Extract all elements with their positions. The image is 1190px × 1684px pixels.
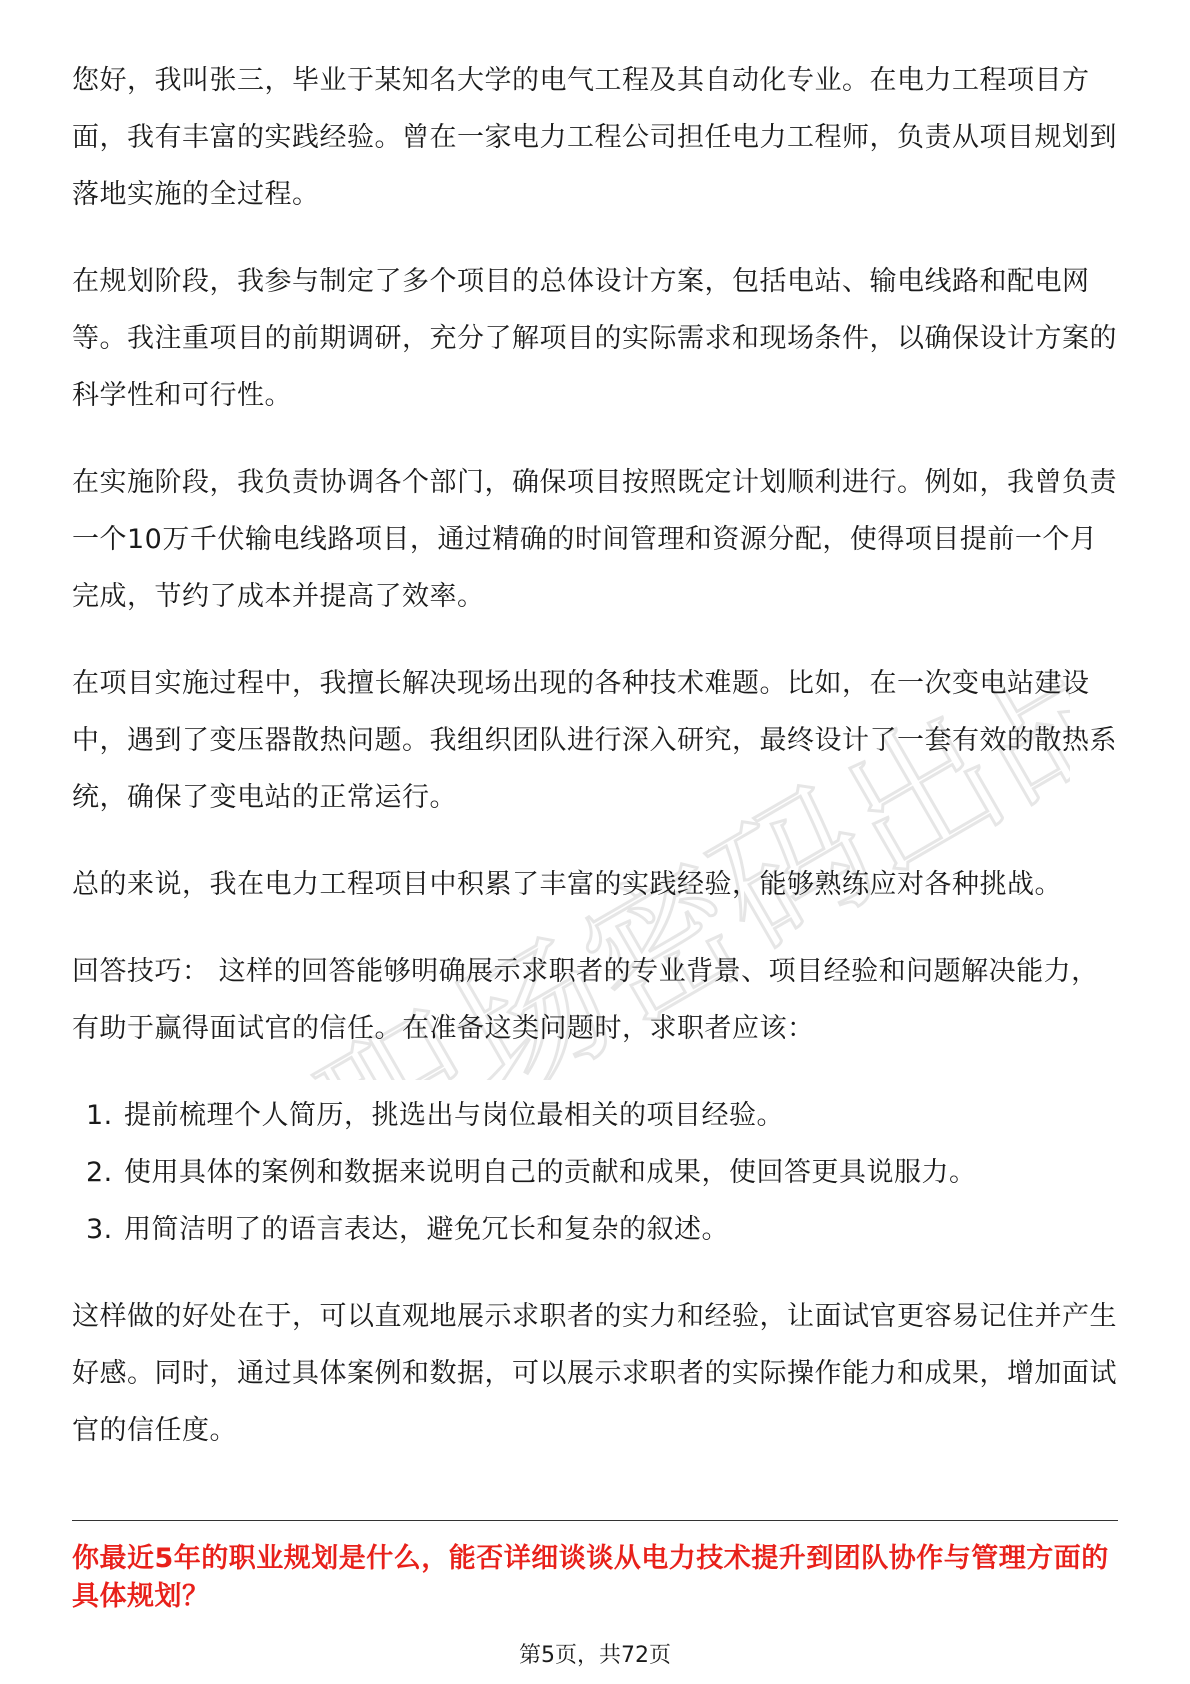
paragraph-intro: 您好，我叫张三，毕业于某知名大学的电气工程及其自动化专业。在电力工程项目方面，我有丰富的实践经验。曾在一家电力工程公司担任电力工程师，负责从项目规划到落地实施的全过程。 — [72, 65, 1117, 210]
paragraph-closing: 这样做的好处在于，可以直观地展示求职者的实力和经验，让面试官更容易记住并产生好感。同时，通过具体案例和数据，可以展示求职者的实际操作能力和成果，增加面试官的信任度。 — [72, 1301, 1117, 1446]
list-text: 使用具体的案例和数据来说明自己的贡献和成果，使回答更具说服力。 — [124, 1157, 977, 1188]
list-text: 提前梳理个人简历，挑选出与岗位最相关的项目经验。 — [124, 1100, 784, 1131]
paragraph-problem-solving: 在项目实施过程中，我擅长解决现场出现的各种技术难题。比如，在一次变电站建设中，遇到了变压器散热问题。我组织团队进行深入研究，最终设计了一套有效的散热系统，确保了变电站的正常运行。 — [72, 668, 1117, 813]
document-body — [72, 52, 1118, 1489]
list-item — [72, 1144, 1118, 1201]
list-number: 1. — [86, 1100, 113, 1131]
list-number: 3. — [86, 1214, 113, 1245]
list-text: 用简洁明了的语言表达，避免冗长和复杂的叙述。 — [124, 1214, 729, 1245]
next-question-heading: 你最近5年的职业规划是什么，能否详细谈谈从电力技术提升到团队协作与管理方面的具体规划？ — [72, 1543, 1109, 1612]
tips-list — [72, 1087, 1118, 1258]
paragraph-answer-tips: 回答技巧： 这样的回答能够明确展示求职者的专业背景、项目经验和问题解决能力，有助于赢得面试官的信任。在准备这类问题时，求职者应该： — [72, 956, 1099, 1044]
page-footer: 第5页，共72页 — [519, 1643, 671, 1668]
paragraph-planning: 在规划阶段，我参与制定了多个项目的总体设计方案，包括电站、输电线路和配电网等。我注重项目的前期调研，充分了解项目的实际需求和现场条件，以确保设计方案的科学性和可行性。 — [72, 266, 1117, 411]
list-item — [72, 1087, 1118, 1144]
watermark-text: 职场密码出品 — [295, 680, 1070, 1080]
list-number: 2. — [86, 1157, 113, 1188]
list-item — [72, 1201, 1118, 1258]
paragraph-implementation: 在实施阶段，我负责协调各个部门，确保项目按照既定计划顺利进行。例如，我曾负责一个10万千伏输电线路项目，通过精确的时间管理和资源分配，使得项目提前一个月完成，节约了成本并提高了效率。 — [72, 467, 1117, 612]
section-divider — [72, 1520, 1118, 1521]
paragraph-summary: 总的来说，我在电力工程项目中积累了丰富的实践经验，能够熟练应对各种挑战。 — [72, 869, 1062, 900]
